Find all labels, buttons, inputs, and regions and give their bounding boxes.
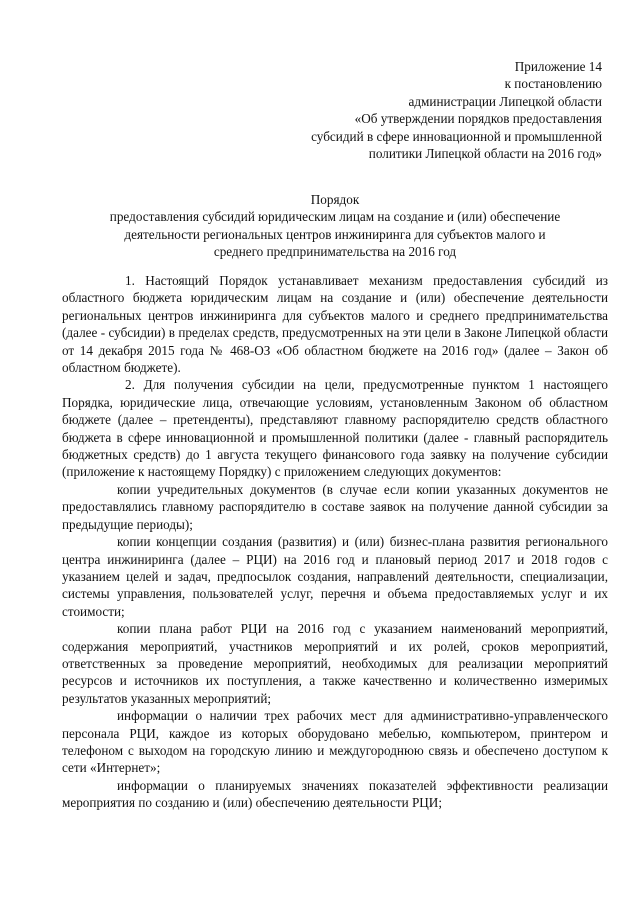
- paragraph-2: 2. Для получения субсидии на цели, предусмотренные пунктом 1 настоящего Порядка, юридические лица, отвечающие условиям, установленным Законом об областном бюджете (далее – претенденты), представляют главному распорядителю средств областного бюджета в сфере инновационной и промышленной политики (далее - главный распорядитель бюджетных средств) до 1 августа текущего финансового года заявку на получение субсидии (приложение к настоящему Порядку) с приложением следующих документов:: [62, 377, 608, 480]
- document-body: [62, 272, 608, 812]
- appendix-line: Приложение 14: [514, 59, 602, 74]
- list-item-work-plan: копии плана работ РЦИ на 2016 год с указанием наименований мероприятий, содержания мероприятий, участников мероприятий и их ролей, сроков мероприятий, ответственных за проведение мероприятий, необходимых для реализации мероприятий ресурсов и источников их поступления, а также качественно и количественно измеримых результатов указанных мероприятий;: [62, 621, 608, 706]
- paragraph-1: 1. Настоящий Порядок устанавливает механизм предоставления субсидий из областного бюджета юридическим лицам на создание и (или) обеспечение деятельности региональных центров инжиниринга для субъектов малого и среднего предпринимательства (далее - субсидии) в пределах средств, предусмотренных на эти цели в Законе Липецкой области от 14 декабря 2015 года № 468-ОЗ «Об областном бюджете на 2016 год» (далее – Закон об областном бюджете).: [62, 273, 608, 376]
- title-heading: Порядок: [310, 192, 360, 207]
- appendix-line: политики Липецкой области на 2016 год»: [368, 146, 602, 162]
- appendix-header: [311, 58, 602, 162]
- title-line: среднего предпринимательства на 2016 год: [213, 244, 457, 260]
- title-line: деятельности региональных центров инжиниринга для субъектов малого и: [124, 226, 546, 242]
- document-title: [60, 191, 610, 261]
- appendix-line: администрации Липецкой области: [408, 93, 602, 109]
- appendix-line: «Об утверждении порядков предоставления: [354, 111, 602, 127]
- appendix-line: субсидий в сфере инновационной и промышленной: [311, 128, 602, 144]
- list-item-workplaces: информации о наличии трех рабочих мест для административно-управленческого персонала РЦИ, каждое из которых оборудовано мебелью, компьютером, принтером и телефоном с выходом на городскую линию и междугороднюю связь и обеспечено доступом к сети «Интернет»;: [62, 708, 608, 776]
- list-item-indicators: информации о планируемых значениях показателей эффективности реализации мероприятия по созданию и (или) обеспечению деятельности РЦИ;: [62, 777, 608, 811]
- appendix-line: к постановлению: [504, 76, 602, 92]
- title-line: предоставления субсидий юридическим лицам на создание и (или) обеспечение: [109, 209, 561, 225]
- list-item-concept: копии концепции создания (развития) и (или) бизнес-плана развития регионального центра инжиниринга (далее – РЦИ) на 2016 год и плановый период 2017 и 2018 годов с указанием целей и задач, предпосылок создания, направлений деятельности, специализации, системы управления, пользователей услуг, перечня и объема предоставляемых услуг и их стоимости;: [62, 534, 608, 619]
- list-item-founding-docs: копии учредительных документов (в случае если копии указанных документов не предоставлялись главному распорядителю в составе заявок на получение данной субсидии за предыдущие периоды);: [62, 481, 608, 532]
